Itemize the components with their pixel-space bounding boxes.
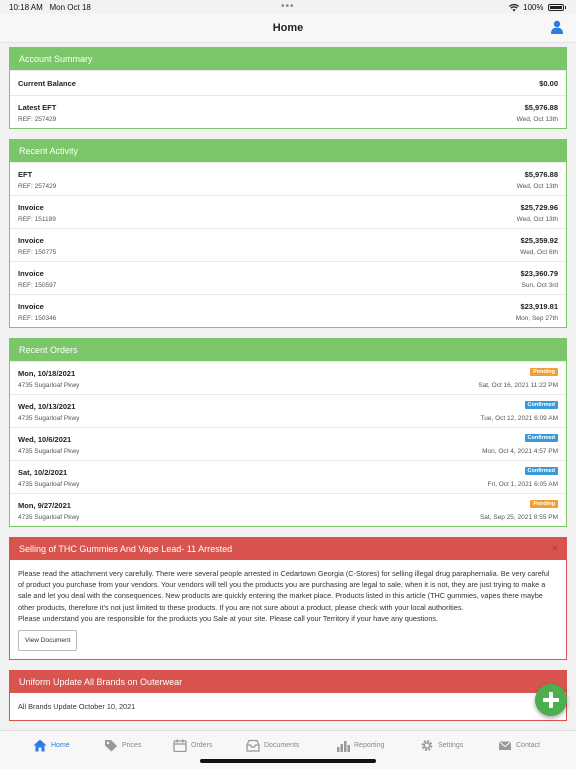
battery-icon: [548, 4, 564, 11]
tab-settings[interactable]: [420, 739, 463, 752]
tab-prices[interactable]: [104, 739, 141, 752]
activity-row[interactable]: [10, 162, 566, 195]
notice-uniform-title: Uniform Update All Brands on Outerwear: [19, 677, 183, 688]
notice-uniform-text: All Brands Update October 10, 2021: [18, 702, 136, 712]
documents-icon: [246, 739, 260, 752]
activity-type: Invoice: [18, 236, 44, 245]
activity-date: Sun, Oct 3rd: [521, 282, 558, 289]
activity-date: Wed, Oct 6th: [520, 249, 558, 256]
tab-orders-label: Orders: [191, 742, 213, 749]
reporting-icon: [336, 739, 350, 752]
wifi-icon: [509, 4, 519, 12]
notice-thc-text: Please read the attachment very carefully. There were several people arrested in Cedartown Georgia (C-Stores) for selling illegal drug paraphernalia. Be very careful of product you purchase from your vendors. Your vendors will tell you the products you are purchasing are legal to sale, when it is not, they are just trying to make a sale and let you deal with the consequences. New products are quickly entering the market place. Products listed in this article (THC gummies, vapes there maybe other products, therefore it's not just limited to these products. If you are not sure about a product, please check with your local authorities.: [18, 569, 550, 612]
status-date: Mon Oct 18: [49, 3, 91, 12]
order-row[interactable]: [10, 361, 566, 394]
notice-uniform-card: [9, 670, 567, 721]
activity-type: Invoice: [18, 203, 44, 212]
recent-activity-header: Recent Activity: [10, 140, 566, 162]
status-time-date: [9, 3, 91, 12]
tab-prices-label: Prices: [122, 742, 142, 749]
status-right: [509, 3, 566, 12]
tab-reporting[interactable]: [336, 739, 384, 752]
close-icon[interactable]: ×: [551, 543, 558, 555]
multitask-dots: •••: [281, 1, 295, 12]
activity-ref: REF: 257429: [18, 183, 57, 190]
settings-icon: [420, 739, 434, 752]
tab-bar: [0, 730, 576, 769]
status-badge: Pending: [530, 368, 558, 376]
notice-thc-body: [10, 560, 566, 659]
order-timestamp: Tue, Oct 12, 2021 6:09 AM: [480, 415, 558, 422]
order-timestamp: Sat, Sep 25, 2021 8:55 PM: [479, 514, 558, 521]
eft-date: Wed, Oct 13th: [516, 116, 558, 123]
activity-ref: REF: 151189: [18, 216, 56, 223]
status-time: 10:18 AM: [9, 3, 43, 12]
balance-value: $0.00: [539, 79, 558, 88]
activity-date: Mon, Sep 27th: [515, 315, 558, 322]
activity-amount: $5,976.88: [524, 170, 558, 179]
order-date: Sat, 10/2/2021: [18, 468, 68, 477]
recent-orders-header: Recent Orders: [10, 339, 566, 361]
latest-eft-row: [10, 95, 566, 128]
battery-tip: [565, 6, 567, 9]
activity-date: Wed, Oct 13th: [516, 183, 558, 190]
nav-bar: [0, 14, 576, 43]
order-row[interactable]: [10, 427, 566, 460]
status-badge: Pending: [530, 500, 558, 508]
order-timestamp: Sat, Oct 16, 2021 11:22 PM: [478, 382, 558, 389]
activity-row[interactable]: [10, 294, 566, 327]
prices-icon: [104, 739, 118, 752]
tab-contact[interactable]: [498, 739, 540, 752]
order-date: Wed, 10/6/2021: [18, 435, 72, 444]
home-icon: [33, 739, 47, 752]
activity-row[interactable]: [10, 261, 566, 294]
eft-value: $5,976.88: [524, 103, 558, 112]
order-address: 4735 Sugarloaf Pkwy: [18, 415, 80, 422]
activity-amount: $23,360.79: [520, 269, 558, 278]
order-row[interactable]: [10, 493, 566, 526]
view-document-button[interactable]: View Document: [18, 630, 77, 651]
eft-label: Latest EFT: [18, 103, 57, 112]
order-date: Wed, 10/13/2021: [18, 402, 76, 411]
tab-orders[interactable]: [173, 739, 212, 752]
tab-home[interactable]: [33, 739, 70, 752]
order-address: 4735 Sugarloaf Pkwy: [18, 514, 80, 521]
page-title: Home: [272, 22, 304, 34]
activity-ref: REF: 150775: [18, 249, 57, 256]
order-row[interactable]: [10, 460, 566, 493]
activity-date: Wed, Oct 13th: [516, 216, 558, 223]
status-badge: Confirmed: [525, 467, 559, 475]
tab-settings-label: Settings: [438, 742, 464, 749]
user-icon[interactable]: [550, 20, 564, 34]
add-button[interactable]: [535, 684, 567, 716]
activity-type: EFT: [18, 170, 33, 179]
notice-thc-header: [10, 538, 566, 560]
main-content: [9, 47, 567, 731]
current-balance-row: [10, 70, 566, 95]
activity-amount: $25,359.92: [520, 236, 558, 245]
activity-type: Invoice: [18, 269, 44, 278]
tab-documents[interactable]: [246, 739, 299, 752]
account-summary-card: [9, 47, 567, 129]
activity-amount: $23,919.81: [520, 302, 558, 311]
contact-icon: [498, 739, 512, 752]
account-summary-header: Account Summary: [10, 48, 566, 70]
orders-icon: [173, 739, 187, 752]
notice-uniform-body: [10, 693, 566, 720]
order-row[interactable]: [10, 394, 566, 427]
tab-contact-label: Contact: [516, 742, 541, 749]
activity-amount: $25,729.96: [520, 203, 558, 212]
recent-orders-card: [9, 338, 567, 527]
activity-type: Invoice: [18, 302, 44, 311]
status-bar: [0, 0, 576, 14]
order-address: 4735 Sugarloaf Pkwy: [18, 448, 80, 455]
order-address: 4735 Sugarloaf Pkwy: [18, 382, 80, 389]
tab-home-label: Home: [51, 742, 70, 749]
notice-thc-title: Selling of THC Gummies And Vape Lead- 11 Arrested: [19, 544, 233, 554]
activity-ref: REF: 150597: [18, 282, 57, 289]
order-address: 4735 Sugarloaf Pkwy: [18, 481, 80, 488]
notice-thc-card: [9, 537, 567, 660]
order-timestamp: Fri, Oct 1, 2021 6:05 AM: [487, 481, 558, 488]
order-date: Mon, 9/27/2021: [18, 501, 71, 510]
activity-row[interactable]: [10, 195, 566, 228]
notice-uniform-header: [10, 671, 566, 693]
tab-documents-label: Documents: [264, 742, 300, 749]
eft-ref: REF: 257429: [18, 116, 57, 123]
activity-row[interactable]: [10, 228, 566, 261]
recent-activity-card: [9, 139, 567, 328]
order-date: Mon, 10/18/2021: [18, 369, 76, 378]
tab-reporting-label: Reporting: [354, 742, 385, 749]
balance-label: Current Balance: [18, 79, 76, 88]
home-indicator: [200, 759, 376, 763]
status-badge: Confirmed: [525, 434, 559, 442]
battery-percent: 100%: [523, 3, 544, 12]
order-timestamp: Mon, Oct 4, 2021 4:57 PM: [482, 448, 558, 455]
activity-ref: REF: 150346: [18, 315, 57, 322]
status-badge: Confirmed: [525, 401, 559, 409]
notice-thc-text-2: Please understand you are responsible for the products you Sale at your site. Please call your Territory if your have any questions.: [18, 613, 439, 623]
